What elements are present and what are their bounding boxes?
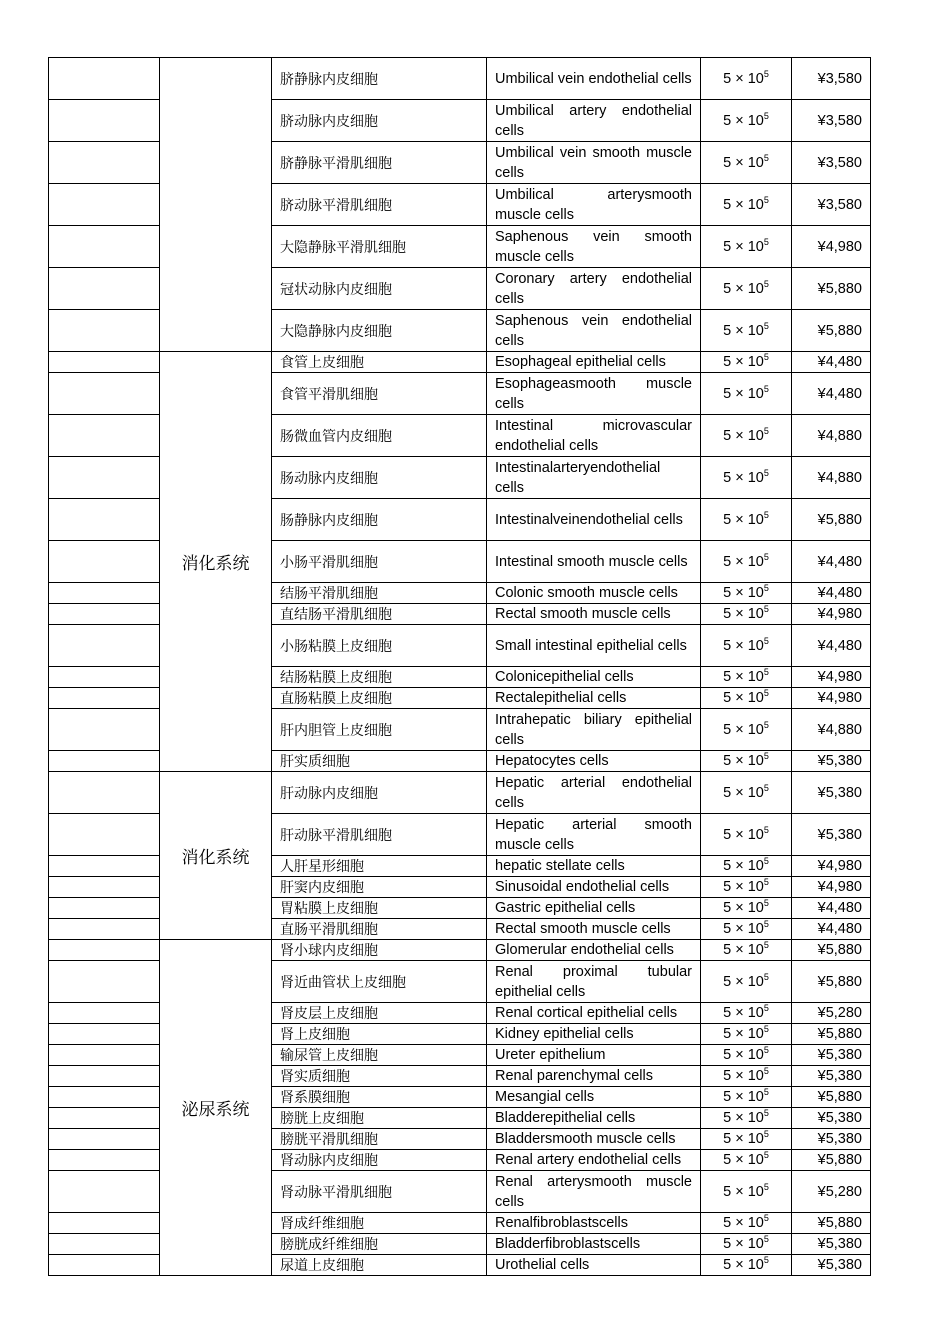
quantity-exponent: 5 — [763, 1181, 769, 1192]
cell-price: ¥5,280 — [792, 1003, 871, 1024]
quantity-exponent: 5 — [763, 877, 769, 887]
cell-quantity — [701, 58, 792, 100]
cell-name-zh: 人肝星形细胞 — [272, 856, 487, 877]
quantity-base: 5 × 10 — [723, 280, 764, 297]
blank-cell — [49, 898, 160, 919]
quantity-base: 5 × 10 — [723, 1183, 764, 1200]
cell-price: ¥3,580 — [792, 142, 871, 184]
cell-name-zh: 直结肠平滑肌细胞 — [272, 604, 487, 625]
blank-cell — [49, 1150, 160, 1171]
cell-quantity — [701, 373, 792, 415]
blank-cell — [49, 310, 160, 352]
quantity-base: 5 × 10 — [723, 1089, 764, 1105]
cell-name-zh: 大隐静脉平滑肌细胞 — [272, 226, 487, 268]
cell-name-zh: 肾动脉平滑肌细胞 — [272, 1171, 487, 1213]
cell-quantity — [701, 688, 792, 709]
cell-price: ¥4,980 — [792, 226, 871, 268]
blank-cell — [49, 1087, 160, 1108]
quantity-base: 5 × 10 — [723, 1005, 764, 1021]
cell-name-zh: 肾近曲管状上皮细胞 — [272, 961, 487, 1003]
cell-name-en: Umbilical vein endothelial cells — [487, 58, 701, 100]
cell-name-zh: 肾上皮细胞 — [272, 1024, 487, 1045]
cell-name-zh: 肝内胆管上皮细胞 — [272, 709, 487, 751]
cell-quantity — [701, 415, 792, 457]
quantity-base: 5 × 10 — [723, 690, 764, 706]
cell-name-zh: 肝动脉内皮细胞 — [272, 772, 487, 814]
cell-name-en: Small intestinal epithelial cells — [487, 625, 701, 667]
cell-quantity — [701, 268, 792, 310]
blank-cell — [49, 100, 160, 142]
quantity-base: 5 × 10 — [723, 753, 764, 769]
system-category-cell — [160, 352, 272, 772]
cell-price: ¥3,580 — [792, 100, 871, 142]
quantity-base: 5 × 10 — [723, 427, 764, 444]
cell-name-zh: 大隐静脉内皮细胞 — [272, 310, 487, 352]
quantity-exponent: 5 — [763, 1003, 769, 1013]
cell-name-en: Renalfibroblastscells — [487, 1213, 701, 1234]
blank-cell — [49, 268, 160, 310]
cell-name-zh: 脐动脉内皮细胞 — [272, 100, 487, 142]
blank-cell — [49, 1066, 160, 1087]
cell-name-zh: 胃粘膜上皮细胞 — [272, 898, 487, 919]
blank-cell — [49, 877, 160, 898]
system-category-cell — [160, 772, 272, 940]
cell-name-zh: 冠状动脉内皮细胞 — [272, 268, 487, 310]
cell-name-en: Intestinal microvascular endothelial cells — [487, 415, 701, 457]
blank-cell — [49, 919, 160, 940]
blank-cell — [49, 352, 160, 373]
cell-price: ¥4,980 — [792, 688, 871, 709]
blank-cell — [49, 1234, 160, 1255]
blank-cell — [49, 1255, 160, 1276]
quantity-base: 5 × 10 — [723, 238, 764, 255]
cell-price: ¥5,380 — [792, 1234, 871, 1255]
cell-name-zh: 食管平滑肌细胞 — [272, 373, 487, 415]
quantity-exponent: 5 — [763, 667, 769, 677]
cell-price: ¥5,880 — [792, 1150, 871, 1171]
cell-price: ¥4,980 — [792, 877, 871, 898]
cell-price: ¥4,480 — [792, 919, 871, 940]
quantity-exponent: 5 — [763, 383, 769, 394]
cell-name-zh: 脐静脉平滑肌细胞 — [272, 142, 487, 184]
blank-cell — [49, 541, 160, 583]
blank-cell — [49, 751, 160, 772]
cell-quantity — [701, 856, 792, 877]
cell-quantity — [701, 1171, 792, 1213]
blank-cell — [49, 604, 160, 625]
quantity-base: 5 × 10 — [723, 1068, 764, 1084]
table-row — [49, 772, 871, 814]
cell-name-zh: 肾系膜细胞 — [272, 1087, 487, 1108]
quantity-base: 5 × 10 — [723, 196, 764, 213]
quantity-base: 5 × 10 — [723, 1257, 764, 1273]
cell-name-en: Rectal smooth muscle cells — [487, 919, 701, 940]
cell-name-zh: 肠动脉内皮细胞 — [272, 457, 487, 499]
quantity-exponent: 5 — [763, 320, 769, 331]
cell-name-zh: 结肠粘膜上皮细胞 — [272, 667, 487, 688]
quantity-exponent: 5 — [763, 583, 769, 593]
quantity-base: 5 × 10 — [723, 637, 764, 654]
quantity-exponent: 5 — [763, 352, 769, 362]
cell-quantity — [701, 541, 792, 583]
quantity-base: 5 × 10 — [723, 585, 764, 601]
cell-quantity — [701, 814, 792, 856]
quantity-base: 5 × 10 — [723, 154, 764, 171]
quantity-exponent: 5 — [763, 1045, 769, 1055]
quantity-exponent: 5 — [763, 1087, 769, 1097]
blank-cell — [49, 184, 160, 226]
cell-quantity — [701, 142, 792, 184]
quantity-exponent: 5 — [763, 919, 769, 929]
system-category-label: 消化系统 — [181, 554, 250, 574]
quantity-exponent: 5 — [763, 971, 769, 982]
cell-name-en: Rectalepithelial cells — [487, 688, 701, 709]
cell-name-en: Umbilical vein smooth muscle cells — [487, 142, 701, 184]
cell-price: ¥5,380 — [792, 772, 871, 814]
cell-name-en: Renal arterysmooth muscle cells — [487, 1171, 701, 1213]
quantity-exponent: 5 — [763, 152, 769, 163]
quantity-exponent: 5 — [763, 278, 769, 289]
quantity-exponent: 5 — [763, 68, 769, 79]
cell-name-en: Bladderepithelial cells — [487, 1108, 701, 1129]
blank-cell — [49, 940, 160, 961]
cell-name-zh: 膀胱上皮细胞 — [272, 1108, 487, 1129]
quantity-exponent: 5 — [763, 898, 769, 908]
blank-cell — [49, 583, 160, 604]
quantity-base: 5 × 10 — [723, 721, 764, 738]
quantity-base: 5 × 10 — [723, 669, 764, 685]
quantity-exponent: 5 — [763, 1066, 769, 1076]
quantity-base: 5 × 10 — [723, 858, 764, 874]
cell-price: ¥5,880 — [792, 310, 871, 352]
cell-name-en: Sinusoidal endothelial cells — [487, 877, 701, 898]
cell-quantity — [701, 919, 792, 940]
cell-price: ¥5,380 — [792, 814, 871, 856]
blank-cell — [49, 1171, 160, 1213]
blank-cell — [49, 814, 160, 856]
cell-price: ¥4,980 — [792, 604, 871, 625]
cell-quantity — [701, 1213, 792, 1234]
cell-price: ¥5,880 — [792, 1024, 871, 1045]
cell-quantity — [701, 1087, 792, 1108]
cell-price: ¥5,880 — [792, 268, 871, 310]
blank-cell — [49, 457, 160, 499]
quantity-exponent: 5 — [763, 635, 769, 646]
cell-quantity — [701, 961, 792, 1003]
cell-name-en: Glomerular endothelial cells — [487, 940, 701, 961]
cell-price: ¥5,380 — [792, 1066, 871, 1087]
cell-price: ¥4,980 — [792, 856, 871, 877]
cell-price: ¥4,480 — [792, 898, 871, 919]
cell-price: ¥5,380 — [792, 1129, 871, 1150]
cell-name-zh: 膀胱成纤维细胞 — [272, 1234, 487, 1255]
blank-cell — [49, 856, 160, 877]
quantity-base: 5 × 10 — [723, 354, 764, 370]
cell-price: ¥4,880 — [792, 457, 871, 499]
cell-name-en: Ureter epithelium — [487, 1045, 701, 1066]
cell-name-zh: 肝窦内皮细胞 — [272, 877, 487, 898]
quantity-base: 5 × 10 — [723, 942, 764, 958]
cell-quantity — [701, 772, 792, 814]
system-category-label: 泌尿系统 — [181, 1100, 250, 1120]
quantity-base: 5 × 10 — [723, 973, 764, 990]
quantity-base: 5 × 10 — [723, 879, 764, 895]
blank-cell — [49, 1003, 160, 1024]
quantity-exponent: 5 — [763, 719, 769, 730]
cell-name-zh: 肾成纤维细胞 — [272, 1213, 487, 1234]
blank-cell — [49, 415, 160, 457]
cell-name-en: Umbilical artery endothelial cells — [487, 100, 701, 142]
quantity-exponent: 5 — [763, 236, 769, 247]
cell-quantity — [701, 898, 792, 919]
cell-name-en: Mesangial cells — [487, 1087, 701, 1108]
cell-price: ¥4,880 — [792, 709, 871, 751]
blank-cell — [49, 1129, 160, 1150]
cell-name-zh: 肾小球内皮细胞 — [272, 940, 487, 961]
cell-price: ¥5,380 — [792, 1045, 871, 1066]
quantity-exponent: 5 — [763, 1150, 769, 1160]
quantity-base: 5 × 10 — [723, 1215, 764, 1231]
cell-quantity — [701, 457, 792, 499]
blank-cell — [49, 1045, 160, 1066]
cell-price: ¥5,880 — [792, 940, 871, 961]
cell-name-en: Umbilical arterysmooth muscle cells — [487, 184, 701, 226]
cell-price: ¥4,480 — [792, 352, 871, 373]
cell-name-en: Hepatic arterial endothelial cells — [487, 772, 701, 814]
cell-quantity — [701, 100, 792, 142]
quantity-exponent: 5 — [763, 856, 769, 866]
cell-quantity — [701, 1234, 792, 1255]
cell-quantity — [701, 1129, 792, 1150]
cell-name-zh: 肠微血管内皮细胞 — [272, 415, 487, 457]
quantity-exponent: 5 — [763, 467, 769, 478]
quantity-exponent: 5 — [763, 940, 769, 950]
quantity-exponent: 5 — [763, 551, 769, 562]
cell-price: ¥4,880 — [792, 415, 871, 457]
cell-name-zh: 膀胱平滑肌细胞 — [272, 1129, 487, 1150]
cell-name-en: Colonic smooth muscle cells — [487, 583, 701, 604]
cell-name-zh: 食管上皮细胞 — [272, 352, 487, 373]
quantity-exponent: 5 — [763, 194, 769, 205]
cell-quantity — [701, 184, 792, 226]
cell-quantity — [701, 709, 792, 751]
system-category-label: 消化系统 — [181, 848, 250, 868]
cell-name-zh: 小肠粘膜上皮细胞 — [272, 625, 487, 667]
quantity-exponent: 5 — [763, 425, 769, 436]
cell-name-en: Intestinal smooth muscle cells — [487, 541, 701, 583]
cell-price: ¥4,480 — [792, 373, 871, 415]
cell-name-en: Esophageal epithelial cells — [487, 352, 701, 373]
cell-quantity — [701, 1255, 792, 1276]
quantity-exponent: 5 — [763, 1213, 769, 1223]
cell-name-zh: 直肠平滑肌细胞 — [272, 919, 487, 940]
cell-name-zh: 肾皮层上皮细胞 — [272, 1003, 487, 1024]
cell-quantity — [701, 583, 792, 604]
blank-cell — [49, 226, 160, 268]
blank-cell — [49, 688, 160, 709]
quantity-exponent: 5 — [763, 1129, 769, 1139]
quantity-base: 5 × 10 — [723, 112, 764, 129]
quantity-exponent: 5 — [763, 604, 769, 614]
cell-quantity — [701, 1108, 792, 1129]
cell-price: ¥4,480 — [792, 583, 871, 604]
cell-quantity — [701, 1066, 792, 1087]
quantity-exponent: 5 — [763, 824, 769, 835]
table-row — [49, 58, 871, 100]
cell-price: ¥5,280 — [792, 1171, 871, 1213]
cell-name-zh: 尿道上皮细胞 — [272, 1255, 487, 1276]
quantity-exponent: 5 — [763, 1255, 769, 1265]
quantity-exponent: 5 — [763, 1234, 769, 1244]
quantity-base: 5 × 10 — [723, 1236, 764, 1252]
blank-cell — [49, 142, 160, 184]
quantity-base: 5 × 10 — [723, 1110, 764, 1126]
cell-name-zh: 脐静脉内皮细胞 — [272, 58, 487, 100]
cell-name-en: Hepatocytes cells — [487, 751, 701, 772]
blank-cell — [49, 373, 160, 415]
cell-price: ¥4,480 — [792, 625, 871, 667]
cell-name-en: Renal cortical epithelial cells — [487, 1003, 701, 1024]
cell-quantity — [701, 877, 792, 898]
cell-name-en: hepatic stellate cells — [487, 856, 701, 877]
quantity-exponent: 5 — [763, 782, 769, 793]
cell-quantity — [701, 1150, 792, 1171]
cell-price: ¥4,980 — [792, 667, 871, 688]
quantity-base: 5 × 10 — [723, 1047, 764, 1063]
blank-cell — [49, 625, 160, 667]
cell-name-zh: 直肠粘膜上皮细胞 — [272, 688, 487, 709]
cell-price: ¥5,880 — [792, 499, 871, 541]
cell-name-en: Intestinalveinendothelial cells — [487, 499, 701, 541]
cell-price: ¥5,380 — [792, 1255, 871, 1276]
cell-quantity — [701, 1003, 792, 1024]
cell-quantity — [701, 751, 792, 772]
quantity-exponent: 5 — [763, 751, 769, 761]
quantity-base: 5 × 10 — [723, 606, 764, 622]
cell-name-zh: 结肠平滑肌细胞 — [272, 583, 487, 604]
system-category-cell — [160, 58, 272, 352]
table-row — [49, 940, 871, 961]
quantity-base: 5 × 10 — [723, 553, 764, 570]
cell-name-en: Renal artery endothelial cells — [487, 1150, 701, 1171]
cell-name-zh: 肾动脉内皮细胞 — [272, 1150, 487, 1171]
quantity-base: 5 × 10 — [723, 784, 764, 801]
quantity-exponent: 5 — [763, 509, 769, 520]
cell-price: ¥5,880 — [792, 1213, 871, 1234]
cell-price: ¥5,880 — [792, 1087, 871, 1108]
blank-cell — [49, 667, 160, 688]
blank-cell — [49, 772, 160, 814]
cell-quantity — [701, 1045, 792, 1066]
cell-name-zh: 肾实质细胞 — [272, 1066, 487, 1087]
cell-price: ¥5,380 — [792, 751, 871, 772]
cell-name-en: Coronary artery endothelial cells — [487, 268, 701, 310]
table-row — [49, 352, 871, 373]
quantity-base: 5 × 10 — [723, 469, 764, 486]
cell-name-en: Bladdersmooth muscle cells — [487, 1129, 701, 1150]
quantity-exponent: 5 — [763, 688, 769, 698]
cell-name-zh: 小肠平滑肌细胞 — [272, 541, 487, 583]
cell-price: ¥5,380 — [792, 1108, 871, 1129]
quantity-exponent: 5 — [763, 1108, 769, 1118]
cell-quantity — [701, 625, 792, 667]
cell-name-en: Hepatic arterial smooth muscle cells — [487, 814, 701, 856]
cell-name-en: Urothelial cells — [487, 1255, 701, 1276]
blank-cell — [49, 1024, 160, 1045]
cell-name-zh: 脐动脉平滑肌细胞 — [272, 184, 487, 226]
cell-name-en: Renal proximal tubular epithelial cells — [487, 961, 701, 1003]
cell-name-en: Saphenous vein endothelial cells — [487, 310, 701, 352]
cell-quantity — [701, 940, 792, 961]
quantity-base: 5 × 10 — [723, 385, 764, 402]
quantity-base: 5 × 10 — [723, 1026, 764, 1042]
cell-name-en: Gastric epithelial cells — [487, 898, 701, 919]
cell-price: ¥4,480 — [792, 541, 871, 583]
quantity-base: 5 × 10 — [723, 921, 764, 937]
cell-name-en: Rectal smooth muscle cells — [487, 604, 701, 625]
cell-name-en: Renal parenchymal cells — [487, 1066, 701, 1087]
cell-name-en: Saphenous vein smooth muscle cells — [487, 226, 701, 268]
quantity-base: 5 × 10 — [723, 1152, 764, 1168]
cell-price: ¥5,880 — [792, 961, 871, 1003]
cell-name-zh: 肝动脉平滑肌细胞 — [272, 814, 487, 856]
quantity-base: 5 × 10 — [723, 826, 764, 843]
cell-quantity — [701, 310, 792, 352]
blank-cell — [49, 58, 160, 100]
cell-name-zh: 肠静脉内皮细胞 — [272, 499, 487, 541]
quantity-exponent: 5 — [763, 110, 769, 121]
cell-name-en: Intrahepatic biliary epithelial cells — [487, 709, 701, 751]
blank-cell — [49, 961, 160, 1003]
system-category-cell — [160, 940, 272, 1276]
cell-quantity — [701, 604, 792, 625]
quantity-base: 5 × 10 — [723, 511, 764, 528]
quantity-base: 5 × 10 — [723, 1131, 764, 1147]
cell-name-zh: 肝实质细胞 — [272, 751, 487, 772]
cell-quantity — [701, 499, 792, 541]
blank-cell — [49, 1213, 160, 1234]
cell-quantity — [701, 667, 792, 688]
blank-cell — [49, 499, 160, 541]
cell-price: ¥3,580 — [792, 184, 871, 226]
quantity-base: 5 × 10 — [723, 70, 764, 87]
quantity-base: 5 × 10 — [723, 900, 764, 916]
blank-cell — [49, 709, 160, 751]
cell-name-en: Intestinalarteryendothelial cells — [487, 457, 701, 499]
cell-name-zh: 输尿管上皮细胞 — [272, 1045, 487, 1066]
cell-name-en: Bladderfibroblastscells — [487, 1234, 701, 1255]
cell-name-en: Esophageasmooth muscle cells — [487, 373, 701, 415]
cell-quantity — [701, 226, 792, 268]
quantity-exponent: 5 — [763, 1024, 769, 1034]
quantity-base: 5 × 10 — [723, 322, 764, 339]
cell-name-en: Kidney epithelial cells — [487, 1024, 701, 1045]
cell-price-table — [48, 57, 871, 1276]
cell-quantity — [701, 1024, 792, 1045]
cell-quantity — [701, 352, 792, 373]
blank-cell — [49, 1108, 160, 1129]
cell-price: ¥3,580 — [792, 58, 871, 100]
cell-name-en: Colonicepithelial cells — [487, 667, 701, 688]
